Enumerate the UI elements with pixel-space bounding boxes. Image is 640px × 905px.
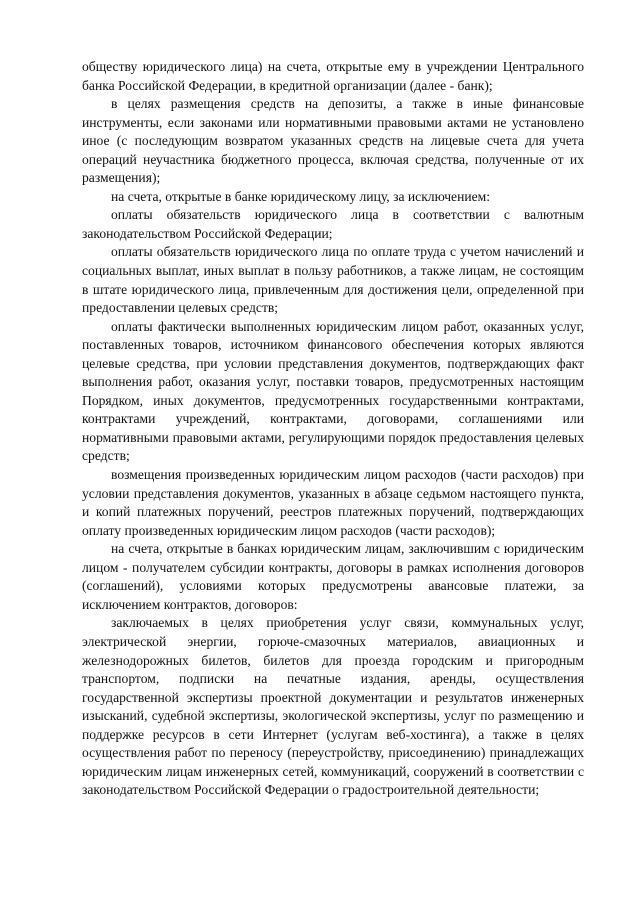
paragraph-contract-exceptions: заключаемых в целях приобретения услуг связи, коммунальных услуг, электрической энергии, горюче-смазочных материалов, авиационных и железнодорожных билетов, билетов для проезда городским и пригородным транспортом, подписки на печатные издания, аренды, осуществления государственной экспертизы проектной документации и результатов инженерных изысканий, судебной экспертизы, экологической экспертизы, услуг по размещению и поддержке ресурсов в сети Интернет (услугам веб-хостинга), а также в целях осуществления работ по переносу (переустройству, присоединению) принадлежащих юридическим лицам инженерных сетей, коммуникаций, сооружений в соответствии с законодательством Российской Федерации о градостроительной деятельности;: [82, 615, 584, 798]
paragraph-continuation: обществу юридического лица) на счета, открытые ему в учреждении Центрального банка Российской Федерации, в кредитной организации (далее - банк);: [82, 59, 584, 93]
paragraph-labor-payments: оплаты обязательств юридического лица по оплате труда с учетом начислений и социальных выплат, иных выплат в пользу работников, а также лицам, не состоящим в штате юридического лица, привлеченным для достижения цели, определенной при предоставлении целевых средств;: [82, 244, 584, 316]
paragraph-deposits: в целях размещения средств на депозиты, а также в иные финансовые инструменты, если законами или нормативными правовыми актами не установлено иное (с последующим возвратом указанных средств на лицевые счета для учета операций неучастника бюджетного процесса, включая средства, полученные от их размещения);: [82, 96, 584, 186]
paragraph-currency-obligations: оплаты обязательств юридического лица в соответствии с валютным законодательством Российской Федерации;: [82, 207, 584, 241]
document-page: [82, 58, 584, 800]
paragraph-expense-reimbursement: возмещения произведенных юридическим лицом расходов (части расходов) при условии представления документов, указанных в абзаце седьмом настоящего пункта, и копий платежных поручений, реестров платежных поручений, подтверждающих оплату произведенных юридическим лицом расходов (части расходов);: [82, 467, 584, 538]
paragraph-bank-accounts: на счета, открытые в банке юридическому лицу, за исключением:: [111, 188, 491, 204]
paragraph-contractor-accounts: на счета, открытые в банках юридическим лицам, заключившим с юридическим лицом - получателем субсидии контракты, договоры в рамках исполнения договоров (соглашений), условиями которых предусмотрены авансовые платежи, за исключением контрактов, договоров:: [82, 541, 584, 612]
paragraph-works-payment: оплаты фактически выполненных юридическим лицом работ, оказанных услуг, поставленных товаров, источником финансового обеспечения которых являются целевые средства, при условии представления документов, подтверждающих факт выполнения работ, оказания услуг, поставки товаров, предусмотренных настоящим Порядком, иных документов, предусмотренных государственными контрактами, контрактами учреждений, контрактами, договорами, соглашениями или нормативными правовыми актами, регулирующими порядок предоставления целевых средств;: [82, 318, 584, 464]
